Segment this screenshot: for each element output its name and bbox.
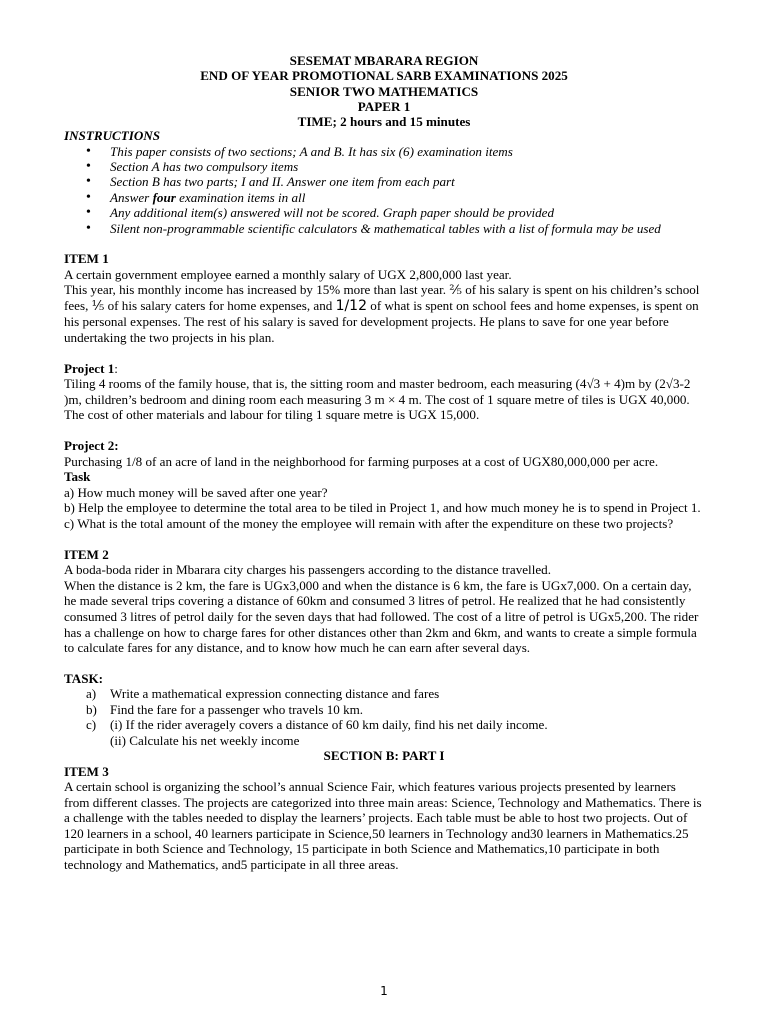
item2-task	[64, 717, 704, 732]
item1-paragraph	[64, 282, 704, 345]
item1-section	[64, 251, 704, 532]
item2-task-title: TASK:	[64, 670, 104, 686]
item1-task-b: b) Help the employee to determine the total area to be tiled in Project 1, and how much money he is to spend in Project 1.	[64, 500, 701, 516]
instruction-item-answer-four	[64, 190, 704, 205]
task-label: c)	[86, 717, 97, 733]
item1-title: ITEM 1	[64, 251, 109, 267]
item1-line1: A certain government employee earned a monthly salary of UGX 2,800,000 last year.	[64, 266, 512, 282]
exam-header	[0, 53, 768, 129]
header-time: TIME; 2 hours and 15 minutes	[297, 114, 471, 130]
item2-task-list	[64, 686, 704, 748]
answer-four-bold: four	[152, 189, 176, 205]
item1-task-c: c) What is the total amount of the money the employee will remain with after the expenditure on these two projects?	[64, 515, 674, 531]
item3-section	[64, 764, 704, 873]
instruction-item: • Any additional item(s) answered will not be scored. Graph paper should be provided	[64, 205, 704, 220]
instructions-title: INSTRUCTIONS	[64, 128, 161, 143]
task-text: Find the fare for a passenger who travels 10 km.	[110, 701, 364, 717]
project1-text: Tiling 4 rooms of the family house, that is, the sitting room and master bedroom, each measuring (4√3 + 4)m by (2√3-2 )m, children’s bedroom and dining room each measuring 3 m × 4 m. The cost of 1 square metre of tiles is UGX 40,000. The cost of other materials and labour for tiling 1 square metre is UGX 15,000.	[64, 376, 691, 423]
item3-title: ITEM 3	[64, 763, 109, 779]
page-number: 1	[380, 984, 388, 998]
item1-p2b: of what is spent on school fees and home expenses, is spent on his personal expenses. The rest of his salary is saved for development projects. He plans to save for one year before undertaking the two projects in his plan.	[64, 297, 699, 345]
exam-body	[64, 128, 704, 873]
item2-task	[64, 702, 704, 717]
item1-task-title: Task	[64, 469, 91, 485]
header-exam-title: END OF YEAR PROMOTIONAL SARB EXAMINATIONS 2025	[200, 68, 568, 84]
project2-title: Project 2:	[64, 437, 119, 453]
task-text: (ii) Calculate his net weekly income	[110, 732, 300, 748]
item2-line1: A boda-boda rider in Mbarara city charges his passengers according to the distance travelled.	[64, 562, 551, 578]
item2-section	[64, 547, 704, 748]
answer-four-pre: Answer	[110, 189, 153, 205]
answer-four-post: examination items in all	[175, 189, 306, 205]
item2-title: ITEM 2	[64, 546, 109, 562]
project1-title: Project 1	[64, 360, 115, 376]
instruction-item: • Section B has two parts; I and II. Answer one item from each part	[64, 174, 704, 189]
header-paper: PAPER 1	[357, 98, 411, 114]
project2-text: Purchasing 1/8 of an acre of land in the neighborhood for farming purposes at a cost of UGX80,000,000 per acre.	[64, 453, 659, 469]
header-region: SESEMAT MBARARA REGION	[289, 53, 479, 68]
task-label: b)	[86, 701, 97, 717]
instruction-item: • Silent non-programmable scientific calculators & mathematical tables with a list of formula may be used	[64, 221, 704, 236]
instruction-item: • This paper consists of two sections; A and B. It has six (6) examination items	[64, 144, 704, 159]
task-text: Write a mathematical expression connecting distance and fares	[110, 686, 440, 702]
instruction-item: • Section A has two compulsory items	[64, 159, 704, 174]
section-b-heading: SECTION B: PART I	[323, 747, 445, 763]
project1-colon: :	[114, 360, 118, 376]
item1-fraction: 1/12	[335, 297, 368, 314]
task-label: a)	[86, 686, 97, 702]
item1-p2a: This year, his monthly income has increased by 15% more than last year. ⅖ of his salary is spent on his children’s school fees, ⅕ of his salary caters for home expenses, and	[64, 282, 700, 313]
header-subject: SENIOR TWO MATHEMATICS	[289, 83, 479, 99]
item1-task-a: a) How much money will be saved after one year?	[64, 484, 328, 500]
item3-paragraph: A certain school is organizing the school’s annual Science Fair, which features various projects presented by learners from different classes. The projects are categorized into three main areas: Science, Technology and Mathematics. There is a challenge with the tables needed to display the learners’ projects. Each table must be able to host two projects. Out of 120 learners in a school, 40 learners participate in Science,50 learners in Technology and30 learners in Mathematics.25 participate in both Science and Technology, 15 participate in both Science and Mathematics,10 participate in both technology and Mathematics, and5 participate in all three areas.	[64, 779, 702, 873]
item2-task	[64, 686, 704, 701]
task-text: (i) If the rider averagely covers a distance of 60 km daily, find his net daily income.	[110, 717, 548, 733]
item2-paragraph: When the distance is 2 km, the fare is UGx3,000 and when the distance is 6 km, the fare is UGx7,000. On a certain day, he made several trips covering a distance of 60km and consumed 3 litres of petrol. He realized that he had consistently consumed 3 litres of petrol daily for the seven days that had followed. The cost of a litre of petrol is UGx5,200. The rider has a challenge on how to charge fares for other distances other than 2km and 6km, and wants to create a simple formula to calculate fares for any distance, and to know how much he can earn after several days.	[64, 577, 699, 656]
instructions-list	[64, 144, 704, 236]
item2-task-c-ii	[64, 733, 704, 748]
project1-paragraph	[64, 361, 704, 377]
